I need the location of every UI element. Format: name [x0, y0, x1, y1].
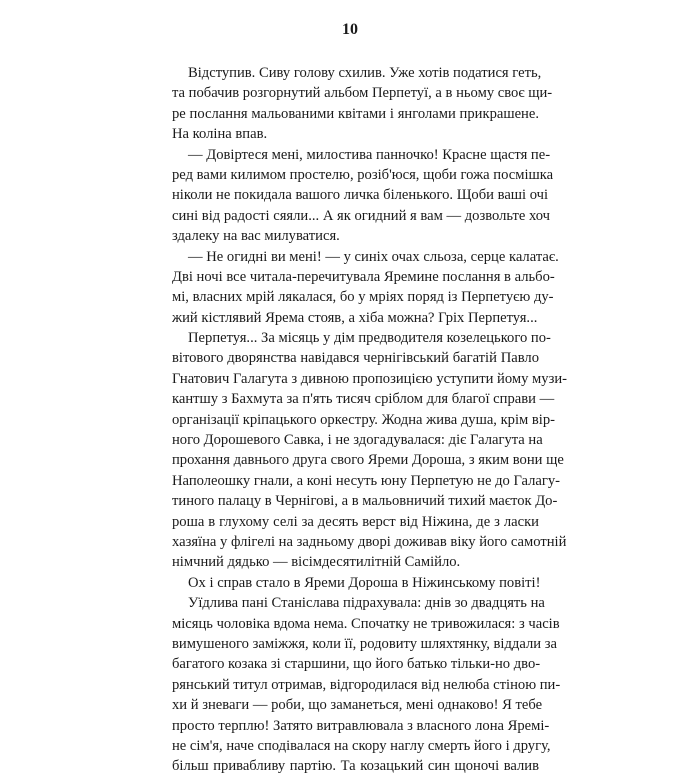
text-line: Ох і справ стало в Яреми Дороша в Ніжинському повіті!	[188, 574, 541, 591]
text-line: Відступив. Сиву голову схилив. Уже хотів податися геть,	[188, 65, 542, 81]
text-line: Наполеошку гнали, а коні несуть юну Перпетую не до Галагу-	[172, 472, 561, 489]
text-line: та побачив розгорнутий альбом Перпетуї, а в ньому своє щи-	[172, 85, 553, 102]
text-line: сині від радості сяяли... А як огидний я вам — дозвольте хоч	[172, 207, 550, 224]
text-line: тиного палацу в Чернігові, а в мальовничий тихий маєток До-	[172, 493, 558, 510]
text-line: мі, власних мрій лякалася, бо у мріях поряд із Перпетуєю ду-	[172, 289, 554, 306]
text-line: ре послання мальованими квітами і янголами прикрашене.	[172, 105, 539, 122]
text-line: Уїдлива пані Станіслава підрахувала: днів зо двадцять на	[188, 595, 545, 612]
text-line: здалеку на вас милуватися.	[172, 228, 340, 245]
text-line: вимушеного заміжжя, коли її, родовиту шляхтянку, віддали за	[172, 635, 557, 652]
text-line: — Не огидні ви мені! — у синіх очах сльоза, серце калатає.	[188, 248, 559, 265]
text-line: ного Дорошевого Савка, і не здогадувалася: діє Галагута на	[172, 432, 543, 449]
text-line: Гнатович Галагута з дивною пропозицією уступити йому музи-	[172, 370, 568, 387]
text-line: Перпетуя... За місяць у дім предводителя козелецького по-	[188, 330, 551, 347]
text-line: роша в глухому селі за десять верст від Ніжина, де з ласки	[172, 513, 539, 530]
text-line: На коліна впав.	[172, 126, 268, 143]
text-line: рянський титул отримав, відгородилася від нелюба стіною пи-	[172, 676, 561, 693]
text-line: місяць чоловіка вдома нема. Спочатку не тривожилася: з часів	[172, 615, 560, 632]
text-line: організації кріпацького оркестру. Жодна жива душа, крім вір-	[172, 411, 556, 428]
text-line: Дві ночі все читала-перечитувала Яремине послання в альбо-	[172, 268, 555, 285]
text-line: багатого козака зі старшини, що його батько тільки-но дво-	[172, 656, 541, 673]
text-line: ніколи не покидала вашого личка біленького. Щоби ваші очі	[172, 187, 549, 204]
text-line: ред вами килимом простелю, розіб'юся, щоби гожа посмішка	[172, 166, 554, 183]
text-line: кантшу з Бахмута за п'ять тисяч сріблом для благої справи —	[172, 391, 555, 408]
text-line: німчний дядько — вісімдесятилітній Самійло.	[172, 554, 461, 571]
text-line: — Довіртеся мені, милостива панночко! Красне щастя пе-	[188, 146, 551, 163]
text-line: хи й зневаги — роби, що заманеться, мені однаково! Я тебе	[172, 697, 543, 714]
text-line: хазяїна у флігелі на задньому дворі доживав віку його самотній	[172, 533, 567, 550]
text-line: більш привабливу партію. Та козацький син щоночі валив	[172, 758, 539, 775]
text-line: не сім'я, наче сподівалася на скору наглу смерть його і другу,	[172, 737, 551, 754]
text-line: вітового дворянства навідався чернігівський багатій Павло	[172, 350, 539, 367]
text-line: жий кістлявий Ярема стояв, а хіба можна? Гріх Перпетуя...	[172, 309, 538, 326]
text-line: просто терплю! Затято витравлювала з власного лона Яремі-	[172, 717, 550, 734]
body-text	[172, 63, 568, 777]
text-line: прохання давнього друга свого Яреми Дороша, з яким вони ще	[172, 452, 564, 469]
page-number: 10	[342, 21, 358, 38]
